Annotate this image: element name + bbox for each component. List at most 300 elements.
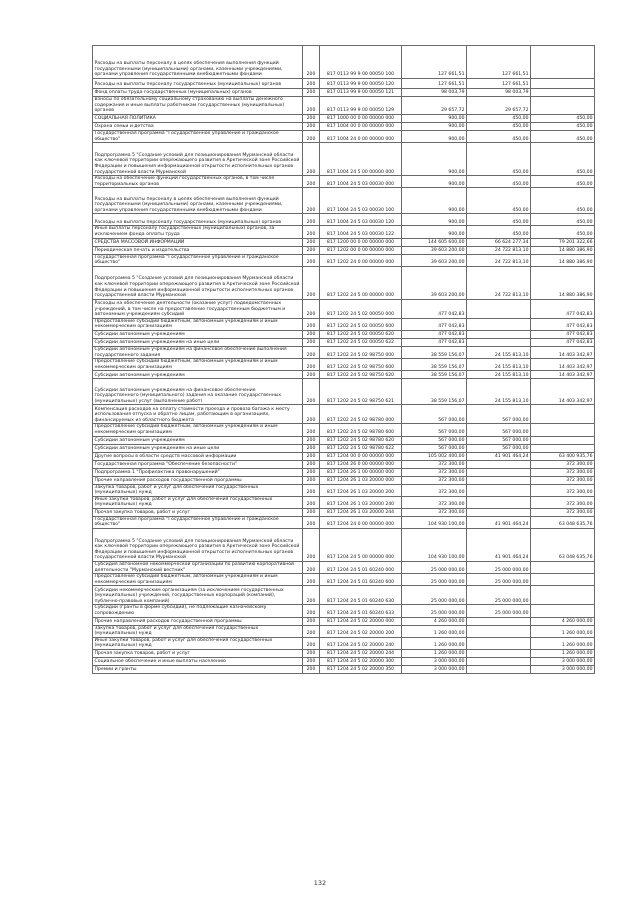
table-row [93,617,595,625]
row-unexecuted-amount: 3 000 000,00 [531,666,595,674]
page-number: 132 [313,879,327,887]
row-name: Расходы на выплаты персоналу в целях обеспечения выполнения функций государственными (муниципальными) органами, казенными учреждениями, органами управления государственными внебюджетными фондами [93,46,303,79]
row-approved-amount: 38 559 156,07 [402,379,467,405]
row-executed-amount: 450,00 [467,131,531,143]
row-executed-amount [467,484,531,496]
row-executed-amount [467,318,531,330]
row-ved-code: 200 [303,562,320,574]
row-classification-code: 817 1204 24 5 02 20000 200 [320,625,402,637]
row-ved-code: 200 [303,115,320,123]
row-unexecuted-amount: 372 300,00 [531,484,595,496]
table-row [93,176,595,188]
row-executed-amount: 25 000 000,00 [467,562,531,574]
table-row [93,143,595,176]
table-row [93,318,595,330]
row-name: Премии и гранты [93,666,303,674]
row-name: Охрана семьи и детства [93,123,303,131]
row-unexecuted-amount: 450,00 [531,176,595,188]
row-approved-amount: 477 042,83 [402,299,467,318]
row-approved-amount: 127 661,51 [402,46,467,79]
table-row [93,89,595,97]
row-executed-amount: 24 155 813,10 [467,379,531,405]
row-classification-code: 817 1202 24 5 02 98780 620 [320,436,402,444]
row-classification-code: 817 1204 24 5 02 20000 244 [320,650,402,658]
row-classification-code: 817 1004 24 5 03 00030 122 [320,226,402,238]
row-classification-code: 817 1202 00 0 00 00000 000 [320,246,402,254]
table-row [93,79,595,89]
row-unexecuted-amount: 14 880 386,90 [531,266,595,299]
row-ved-code: 200 [303,371,320,379]
row-classification-code: 817 1204 24 5 00 00000 000 [320,529,402,562]
row-ved-code: 200 [303,143,320,176]
row-name: Подпрограмма 5 "Создание условий для позиционирования Мурманской области как ключевой территории опережающего развития в Арктической зоне Российской Федерации и повышения информационной открытости исполнительных органов государственной власти Мурманской [93,266,303,299]
table-row [93,299,595,318]
row-name: Подпрограмма 5 "Создание условий для позиционирования Мурманской области как ключевой территории опережающего развития в Арктической зоне Российской Федерации и повышения информационной открытости исполнительных органов государственной власти Мурманской [93,529,303,562]
row-executed-amount [467,637,531,649]
row-unexecuted-amount: 477 042,83 [531,299,595,318]
row-approved-amount: 372 300,00 [402,496,467,508]
row-classification-code: 817 1004 00 0 00 00000 000 [320,123,402,131]
row-unexecuted-amount: 372 300,00 [531,508,595,516]
table-row [93,115,595,123]
row-ved-code: 200 [303,605,320,617]
table-row [93,444,595,452]
row-unexecuted-amount: 14 403 342,97 [531,359,595,371]
row-classification-code: 817 1202 24 5 02 98750 620 [320,371,402,379]
table-body [93,46,595,674]
row-approved-amount: 105 002 400,00 [402,452,467,460]
row-approved-amount: 127 661,51 [402,79,467,89]
row-name: Закупка товаров, работ и услуг для обеспечения государственных (муниципальных) нужд [93,625,303,637]
row-executed-amount: 24 155 813,10 [467,371,531,379]
row-classification-code: 817 1204 24 5 02 20000 240 [320,637,402,649]
row-executed-amount [467,508,531,516]
row-executed-amount: 41 901 464,24 [467,452,531,460]
row-unexecuted-amount: 14 403 342,97 [531,379,595,405]
row-executed-amount [467,658,531,666]
row-unexecuted-amount [531,46,595,79]
row-executed-amount: 25 000 000,00 [467,586,531,605]
row-name: Предоставление субсидий бюджетным, автономным учреждениям и иным некоммерческим организациям [93,424,303,436]
row-name: Расходы на обеспечение функций государственных органов, в том числе территориальных органов [93,176,303,188]
row-unexecuted-amount [531,444,595,452]
table-row [93,484,595,496]
row-approved-amount: 900,00 [402,123,467,131]
table-row [93,508,595,516]
row-ved-code: 200 [303,359,320,371]
table-row [93,405,595,424]
row-classification-code: 817 1204 24 5 02 20000 350 [320,666,402,674]
table-row [93,46,595,79]
row-approved-amount: 372 300,00 [402,476,467,484]
row-approved-amount: 39 603 200,00 [402,254,467,266]
row-unexecuted-amount [531,586,595,605]
table-row [93,666,595,674]
row-approved-amount: 372 300,00 [402,508,467,516]
row-unexecuted-amount: 450,00 [531,226,595,238]
row-approved-amount: 1 260 000,00 [402,650,467,658]
row-executed-amount: 25 000 000,00 [467,574,531,586]
table-row [93,529,595,562]
row-name: СОЦИАЛЬНАЯ ПОЛИТИКА [93,115,303,123]
row-unexecuted-amount: 477 042,83 [531,330,595,338]
row-name: Иные закупки товаров, работ и услуг для обеспечения государственных (муниципальных) нужд [93,496,303,508]
row-unexecuted-amount: 372 300,00 [531,468,595,476]
row-approved-amount: 104 930 100,00 [402,529,467,562]
table-row [93,330,595,338]
table-row [93,650,595,658]
row-classification-code: 817 1204 26 1 00 00000 000 [320,468,402,476]
row-unexecuted-amount: 477 042,83 [531,318,595,330]
table-row [93,214,595,226]
row-ved-code: 200 [303,176,320,188]
row-approved-amount: 900,00 [402,214,467,226]
row-ved-code: 200 [303,508,320,516]
row-ved-code: 200 [303,424,320,436]
row-unexecuted-amount: 450,00 [531,123,595,131]
row-classification-code: 817 1204 24 5 01 60240 000 [320,562,402,574]
row-ved-code: 200 [303,460,320,468]
row-name: Прочая закупка товаров, работ и услуг [93,508,303,516]
table-row [93,436,595,444]
row-unexecuted-amount [531,89,595,97]
row-classification-code: 817 1004 24 5 03 00030 000 [320,176,402,188]
row-approved-amount: 372 300,00 [402,484,467,496]
row-name: Субсидии некоммерческим организациям (за исключением государственных (муниципальных) учреждений, государственных корпораций (компаний), публично-правовых компаний) [93,586,303,605]
row-name: Прочая закупка товаров, работ и услуг [93,650,303,658]
row-ved-code: 200 [303,468,320,476]
row-unexecuted-amount: 1 260 000,00 [531,637,595,649]
row-unexecuted-amount: 372 300,00 [531,460,595,468]
row-ved-code: 200 [303,625,320,637]
row-name: Другие вопросы в области средств массовой информации [93,452,303,460]
row-executed-amount: 41 901 464,24 [467,529,531,562]
row-name: Предоставление субсидий бюджетным, автономным учреждениям и иным некоммерческим организациям [93,359,303,371]
table-row [93,424,595,436]
row-approved-amount: 38 559 156,07 [402,346,467,358]
row-executed-amount: 41 901 464,24 [467,516,531,528]
row-name: Закупка товаров, работ и услуг для обеспечения государственных (муниципальных) нужд [93,484,303,496]
row-classification-code: 817 1204 26 1 03 20000 244 [320,508,402,516]
row-approved-amount: 900,00 [402,176,467,188]
row-name: Компенсация расходов на оплату стоимости проезда и провоза багажа к месту использования отпуска и обратно лицам, работающим в организациях, финансируемых из областного бюджета [93,405,303,424]
row-executed-amount [467,617,531,625]
table-row [93,496,595,508]
row-ved-code: 200 [303,238,320,246]
row-approved-amount: 1 260 000,00 [402,625,467,637]
row-executed-amount [467,468,531,476]
row-name: Государственная программа "Государственное управление и гражданское общество" [93,516,303,528]
row-ved-code: 200 [303,637,320,649]
row-executed-amount: 24 722 813,10 [467,254,531,266]
table-row [93,246,595,254]
row-executed-amount [467,496,531,508]
row-name: Расходы на обеспечение деятельности (оказание услуг) подведомственных учреждений, в том числе на предоставление государственным бюджетным и автономным учреждениям субсидий [93,299,303,318]
row-ved-code: 200 [303,666,320,674]
row-classification-code: 817 0113 99 9 00 00050 121 [320,89,402,97]
row-classification-code: 817 1202 24 5 02 98780 000 [320,405,402,424]
table-row [93,452,595,460]
row-ved-code: 200 [303,484,320,496]
row-approved-amount: 477 042,83 [402,318,467,330]
row-approved-amount: 25 000 000,00 [402,586,467,605]
row-ved-code: 200 [303,586,320,605]
row-classification-code: 817 0113 99 9 00 00050 120 [320,79,402,89]
row-unexecuted-amount [531,405,595,424]
row-name: Социальное обеспечение и иные выплаты населению [93,658,303,666]
row-ved-code: 200 [303,574,320,586]
row-unexecuted-amount: 63 048 635,76 [531,529,595,562]
row-ved-code: 200 [303,330,320,338]
row-name: Субсидии автономным учреждениям на финансовое обеспечение выполнения государственного задания [93,346,303,358]
row-classification-code: 817 1200 00 0 00 00000 000 [320,238,402,246]
table-row [93,562,595,574]
table-row [93,254,595,266]
table-row [93,238,595,246]
row-executed-amount: 24 155 813,10 [467,359,531,371]
table-row [93,346,595,358]
row-ved-code: 200 [303,444,320,452]
row-name: Подпрограмма 1 "Профилактика правонарушений" [93,468,303,476]
row-unexecuted-amount: 79 201 322,66 [531,238,595,246]
row-approved-amount: 25 000 000,00 [402,605,467,617]
row-classification-code: 817 1202 24 5 02 98750 600 [320,359,402,371]
table-row [93,516,595,528]
table-row [93,359,595,371]
row-ved-code: 200 [303,529,320,562]
row-unexecuted-amount: 450,00 [531,131,595,143]
row-classification-code: 817 1202 24 5 02 00050 600 [320,318,402,330]
row-executed-amount: 450,00 [467,226,531,238]
row-classification-code: 817 1004 24 5 03 00030 100 [320,188,402,214]
row-unexecuted-amount [531,562,595,574]
row-classification-code: 817 1202 24 5 02 98780 600 [320,424,402,436]
table-row [93,131,595,143]
row-approved-amount: 900,00 [402,115,467,123]
row-classification-code: 817 1202 24 5 02 98780 622 [320,444,402,452]
row-approved-amount: 477 042,83 [402,330,467,338]
table-row [93,338,595,346]
row-classification-code: 817 1204 24 5 01 60240 633 [320,605,402,617]
row-executed-amount [467,650,531,658]
row-ved-code: 200 [303,379,320,405]
row-approved-amount: 38 559 156,07 [402,371,467,379]
row-unexecuted-amount: 14 880 386,90 [531,246,595,254]
row-classification-code: 817 1204 26 1 03 20000 240 [320,496,402,508]
row-name: Субсидия автономной некоммерческой организации по развитию корпоративной деятельности "Мурманский вестник" [93,562,303,574]
row-approved-amount: 567 000,00 [402,424,467,436]
row-name: Субсидии автономным учреждениям на финансовое обеспечение государственного (муниципального) задания на оказание государственных (муниципальных) услуг (выполнение работ) [93,379,303,405]
row-approved-amount: 25 000 000,00 [402,562,467,574]
table-row [93,586,595,605]
row-name: Фонд оплаты труда государственных (муниципальных) органов [93,89,303,97]
row-name: Предоставление субсидий бюджетным, автономным учреждениям и иным некоммерческим организациям [93,318,303,330]
table-row [93,460,595,468]
row-name: Периодическая печать и издательства [93,246,303,254]
row-name: Иные закупки товаров, работ и услуг для обеспечения государственных (муниципальных) нужд [93,637,303,649]
table-row [93,379,595,405]
row-executed-amount [467,666,531,674]
table-row [93,605,595,617]
row-ved-code: 200 [303,299,320,318]
row-ved-code: 200 [303,46,320,79]
row-executed-amount [467,299,531,318]
row-executed-amount: 450,00 [467,188,531,214]
row-ved-code: 200 [303,650,320,658]
row-name: Субсидии (гранты в форме субсидий), не подлежащие казначейскому сопровождению [93,605,303,617]
table-row [93,625,595,637]
row-classification-code: 817 1202 24 5 02 00050 622 [320,338,402,346]
row-classification-code: 817 1204 26 1 03 20000 200 [320,484,402,496]
table-row [93,658,595,666]
row-approved-amount: 38 559 156,07 [402,359,467,371]
row-unexecuted-amount: 14 880 386,90 [531,254,595,266]
row-approved-amount: 25 000 000,00 [402,574,467,586]
row-ved-code: 200 [303,123,320,131]
row-approved-amount: 39 603 200,00 [402,246,467,254]
row-executed-amount [467,476,531,484]
table-row [93,574,595,586]
row-unexecuted-amount [531,436,595,444]
row-approved-amount: 3 000 000,00 [402,666,467,674]
row-unexecuted-amount [531,574,595,586]
row-name: Субсидии автономным учреждениям на иные цели [93,444,303,452]
row-unexecuted-amount [531,424,595,436]
row-unexecuted-amount [531,79,595,89]
row-name: Расходы на выплаты персоналу в целях обеспечения выполнения функций государственными (муниципальными) органами, казенными учреждениями, органами управления государственными внебюджетными фондами [93,188,303,214]
row-classification-code: 817 1204 24 5 01 60240 600 [320,574,402,586]
row-classification-code: 817 1202 24 5 02 00050 000 [320,299,402,318]
row-executed-amount: 450,00 [467,143,531,176]
row-approved-amount: 4 260 000,00 [402,617,467,625]
row-ved-code: 200 [303,346,320,358]
row-unexecuted-amount: 14 403 342,97 [531,371,595,379]
row-classification-code: 817 1202 24 5 00 00000 000 [320,266,402,299]
row-classification-code: 817 1204 24 5 01 60240 630 [320,586,402,605]
row-approved-amount: 39 603 200,00 [402,266,467,299]
row-ved-code: 200 [303,338,320,346]
row-executed-amount: 66 624 277,34 [467,238,531,246]
row-unexecuted-amount [531,605,595,617]
row-unexecuted-amount [531,97,595,115]
row-unexecuted-amount: 1 260 000,00 [531,650,595,658]
row-executed-amount: 567 000,00 [467,405,531,424]
row-executed-amount [467,460,531,468]
row-ved-code: 200 [303,658,320,666]
row-ved-code: 200 [303,79,320,89]
row-ved-code: 200 [303,405,320,424]
row-executed-amount: 567 000,00 [467,424,531,436]
row-name: Государственная программа "Обеспечение безопасности" [93,460,303,468]
row-name: Государственная программа "Государственное управление и гражданское общество" [93,131,303,143]
row-executed-amount [467,625,531,637]
row-name: СРЕДСТВА МАССОВОЙ ИНФОРМАЦИИ [93,238,303,246]
row-unexecuted-amount: 372 300,00 [531,476,595,484]
row-executed-amount [467,338,531,346]
row-executed-amount: 450,00 [467,115,531,123]
row-executed-amount: 450,00 [467,176,531,188]
table-row [93,371,595,379]
row-approved-amount: 3 000 000,00 [402,658,467,666]
row-name: Прочие направления расходов государственной программы [93,476,303,484]
row-unexecuted-amount: 3 000 000,00 [531,658,595,666]
row-name: Расходы на выплаты персоналу государственных (муниципальных) органов [93,214,303,226]
table-row [93,123,595,131]
table-row [93,468,595,476]
row-name: Субсидии автономным учреждениям [93,436,303,444]
row-executed-amount: 98 003,79 [467,89,531,97]
row-ved-code: 200 [303,318,320,330]
row-approved-amount: 477 042,83 [402,338,467,346]
row-ved-code: 200 [303,97,320,115]
row-executed-amount: 450,00 [467,123,531,131]
row-approved-amount: 900,00 [402,143,467,176]
row-executed-amount: 127 661,51 [467,46,531,79]
row-ved-code: 200 [303,496,320,508]
row-name: Субсидии автономным учреждениям [93,330,303,338]
row-approved-amount: 900,00 [402,188,467,214]
row-classification-code: 817 1204 24 5 02 20000 000 [320,617,402,625]
row-ved-code: 200 [303,617,320,625]
row-unexecuted-amount: 450,00 [531,214,595,226]
row-ved-code: 200 [303,452,320,460]
row-approved-amount: 567 000,00 [402,444,467,452]
row-ved-code: 200 [303,246,320,254]
row-classification-code: 817 1204 00 0 00 00000 000 [320,452,402,460]
row-name: Взносы по обязательному социальному страхованию на выплаты денежного содержания и иные выплаты работникам государственных (муниципальных) органов [93,97,303,115]
row-executed-amount: 29 657,72 [467,97,531,115]
row-approved-amount: 1 260 000,00 [402,637,467,649]
row-unexecuted-amount: 372 300,00 [531,496,595,508]
row-approved-amount: 567 000,00 [402,405,467,424]
table-row [93,476,595,484]
row-classification-code: 817 1204 26 0 00 00000 000 [320,460,402,468]
row-ved-code: 200 [303,131,320,143]
table-row [93,266,595,299]
row-classification-code: 817 1202 24 5 02 98750 621 [320,379,402,405]
row-approved-amount: 98 003,79 [402,89,467,97]
row-name: Прочие направления расходов государственной программы [93,617,303,625]
row-approved-amount: 29 657,72 [402,97,467,115]
row-ved-code: 200 [303,188,320,214]
row-executed-amount: 24 155 813,10 [467,346,531,358]
row-approved-amount: 372 300,00 [402,468,467,476]
row-approved-amount: 144 605 600,00 [402,238,467,246]
row-classification-code: 817 1004 24 0 00 00000 000 [320,131,402,143]
row-executed-amount: 25 000 000,00 [467,605,531,617]
row-unexecuted-amount: 477 042,83 [531,338,595,346]
row-ved-code: 200 [303,266,320,299]
row-approved-amount: 372 300,00 [402,460,467,468]
row-unexecuted-amount: 450,00 [531,143,595,176]
row-approved-amount: 104 930 100,00 [402,516,467,528]
table-row [93,97,595,115]
table-row [93,188,595,214]
budget-table [92,45,595,674]
row-ved-code: 200 [303,214,320,226]
row-approved-amount: 900,00 [402,226,467,238]
row-approved-amount: 900,00 [402,131,467,143]
row-classification-code: 817 0113 99 9 00 00050 129 [320,97,402,115]
row-classification-code: 817 1000 00 0 00 00000 000 [320,115,402,123]
row-ved-code: 200 [303,254,320,266]
row-unexecuted-amount: 450,00 [531,188,595,214]
row-ved-code: 200 [303,89,320,97]
row-classification-code: 817 1204 26 1 03 20000 000 [320,476,402,484]
row-classification-code: 817 1202 24 5 02 00050 620 [320,330,402,338]
row-name: Расходы на выплаты персоналу государственных (муниципальных) органов [93,79,303,89]
row-executed-amount: 567 000,00 [467,436,531,444]
